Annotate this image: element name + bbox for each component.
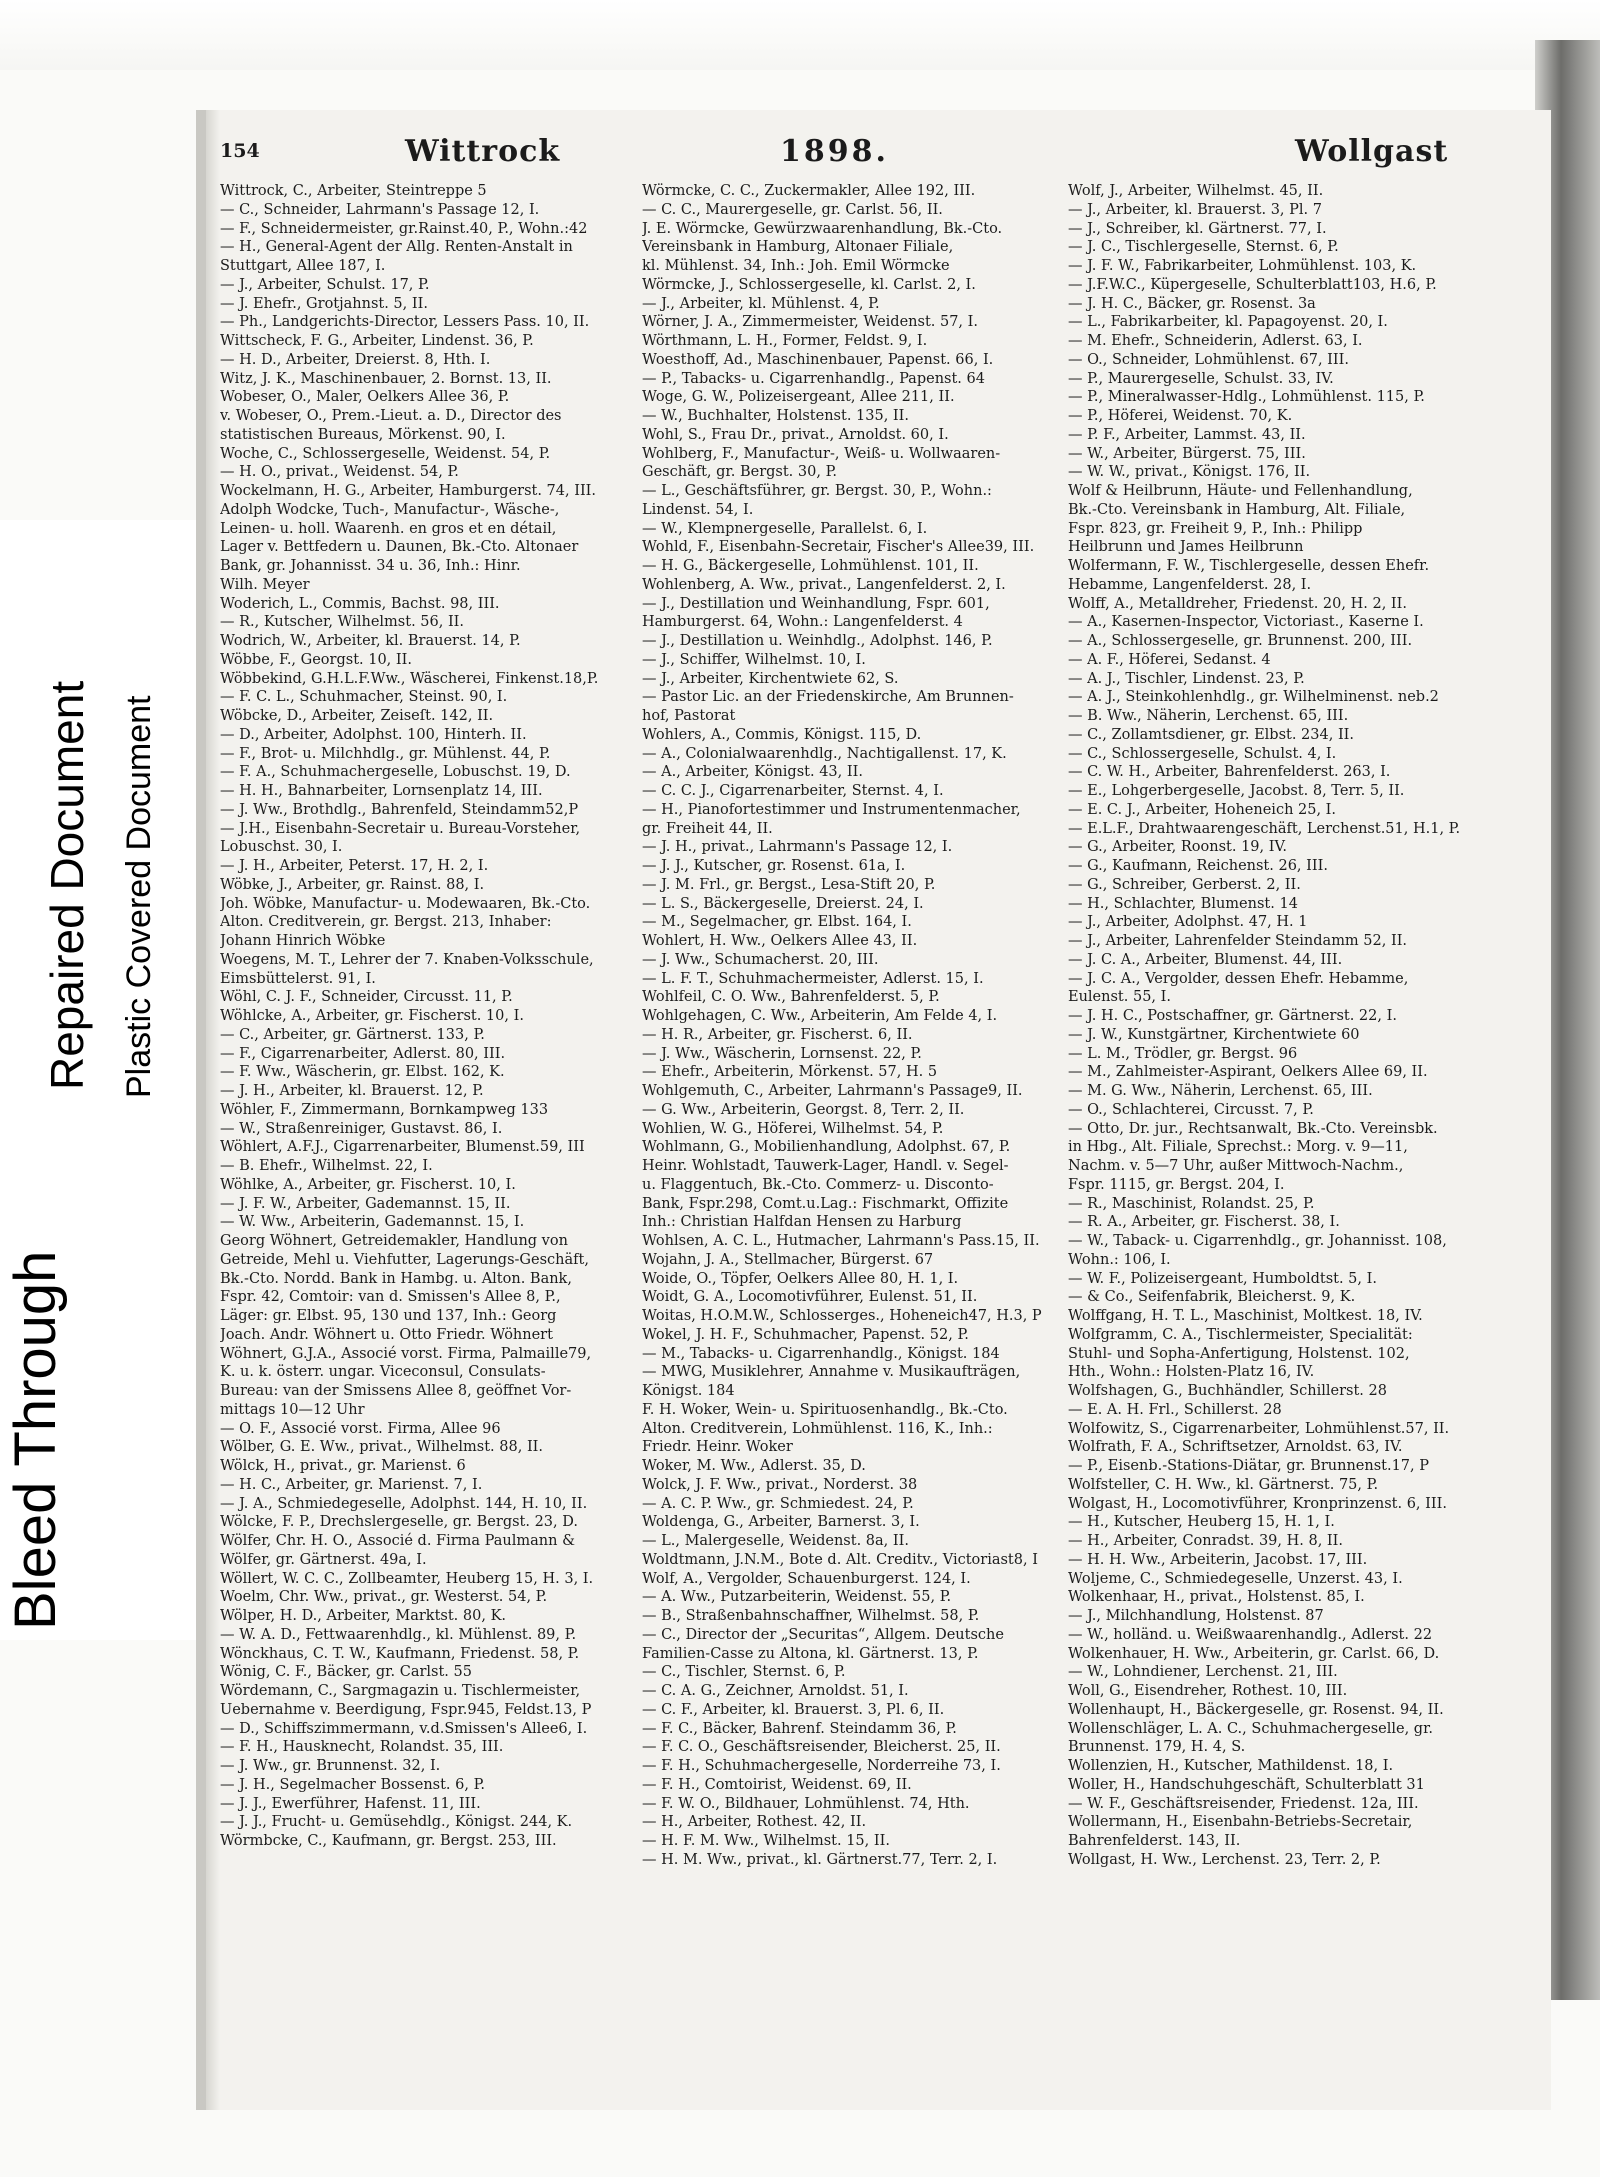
directory-entry: Wöllert, W. C. C., Zollbeamter, Heuberg 15, H. 3, I. [220, 1570, 594, 1587]
directory-entry: — J. F. W., Fabrikarbeiter, Lohmühlenst. 103, K. [1068, 258, 1417, 274]
directory-entry: — B., Straßenbahnschaffner, Wilhelmst. 58, P. [642, 1608, 980, 1624]
directory-entry: Wölcke, F. P., Drechslergeselle, gr. Bergst. 23, D. [220, 1514, 578, 1531]
directory-entry: Hamburgerst. 64, Wohn.: Langenfelderst. 4 [642, 614, 963, 631]
directory-entry: — J., Arbeiter, Schulst. 17, P. [220, 276, 430, 293]
directory-entry: — C. W. H., Arbeiter, Bahrenfelderst. 263, I. [1068, 764, 1391, 781]
directory-entry: — H., Pianofortestimmer und Instrumentenmacher, [642, 801, 1021, 818]
directory-entry: — J., Schreiber, kl. Gärtnerst. 77, I. [1068, 220, 1327, 237]
directory-entry: — J., Arbeiter, Lahrenfelder Steindamm 52, II. [1068, 933, 1408, 949]
directory-entry: — F. W. O., Bildhauer, Lohmühlenst. 74, Hth. [642, 1795, 970, 1812]
directory-entry: Getreide, Mehl u. Viehfutter, Lagerungs-Geschäft, [220, 1251, 589, 1268]
directory-entry: — C., Zollamtsdiener, gr. Elbst. 234, II. [1068, 726, 1355, 743]
directory-entry: Friedr. Heinr. Woker [642, 1439, 793, 1456]
directory-entry: — C., Schneider, Lahrmann's Passage 12, I. [220, 201, 540, 218]
directory-entry: — W. W., privat., Königst. 176, II. [1068, 464, 1311, 481]
directory-entry: — J.H., Eisenbahn-Secretair u. Bureau-Vorsteher, [220, 820, 581, 837]
directory-entry: Woljeme, C., Schmiedegeselle, Unzerst. 43, I. [1068, 1570, 1403, 1587]
directory-entry: Bank, gr. Johannisst. 34 u. 36, Inh.: Hinr. [220, 558, 521, 574]
directory-entry: — F. Ww., Wäscherin, gr. Elbst. 162, K. [220, 1064, 505, 1081]
directory-entry: Wöhl, C. J. F., Schneider, Circusst. 11, P. [220, 989, 513, 1006]
directory-entry: — M., Zahlmeister-Aspirant, Oelkers Allee 69, II. [1068, 1064, 1428, 1081]
directory-entry: Wohlenberg, A. Ww., privat., Langenfelderst. 2, I. [642, 576, 1006, 593]
directory-entry: Wolf, A., Vergolder, Schauenburgerst. 124, I. [642, 1570, 971, 1587]
directory-entry: — E. C. J., Arbeiter, Hoheneich 25, I. [1068, 801, 1337, 818]
directory-entry: Wohlfeil, C. O. Ww., Bahrenfelderst. 5, P. [642, 989, 940, 1006]
directory-entry: — W. F., Polizeisergeant, Humboldtst. 5, I. [1068, 1270, 1377, 1287]
directory-entry: Woegens, M. T., Lehrer der 7. Knaben-Volksschule, [220, 951, 594, 968]
directory-entry: — L., Malergeselle, Weidenst. 8a, II. [642, 1533, 909, 1549]
directory-entry: Wölber, G. E. Ww., privat., Wilhelmst. 88, II. [220, 1439, 544, 1456]
directory-entry: — J. H., privat., Lahrmann's Passage 12, I. [642, 839, 953, 856]
scan-top-margin [0, 0, 1600, 70]
directory-entry: J. E. Wörmcke, Gewürzwaarenhandlung, Bk.-Cto. [642, 220, 1003, 237]
directory-entry: — J., Destillation und Weinhandlung, Fspr. 601, [642, 595, 990, 612]
directory-entry: Wohlmann, G., Mobilienhandlung, Adolphst. 67, P. [642, 1139, 1011, 1156]
directory-entry: — F. H., Schuhmachergeselle, Norderreihe 73, I. [642, 1758, 1001, 1774]
directory-entry: — J.F.W.C., Küpergeselle, Schulterblatt103, H.6, P. [1068, 276, 1437, 293]
directory-entry: Woldenga, G., Arbeiter, Barnerst. 3, I. [642, 1514, 920, 1531]
directory-entry: Wöhlert, A.F.J., Cigarrenarbeiter, Blumenst.59, III [220, 1139, 585, 1156]
directory-entry: — W., holländ. u. Weißwaarenhandlg., Adlerst. 22 [1068, 1626, 1433, 1643]
directory-entry: — H. D., Arbeiter, Dreierst. 8, Hth. I. [220, 351, 491, 368]
column-3 [1068, 182, 1543, 2082]
directory-entry: — F. H., Comtoirist, Weidenst. 69, II. [642, 1776, 912, 1793]
directory-entry: kl. Mühlenst. 34, Inh.: Joh. Emil Wörmcke [642, 258, 950, 274]
directory-entry: Hth., Wohn.: Holsten-Platz 16, IV. [1068, 1364, 1315, 1381]
directory-entry: — B. Ehefr., Wilhelmst. 22, I. [220, 1158, 433, 1174]
directory-entry: Woitas, H.O.M.W., Schlosserges., Hoheneich47, H.3, P [642, 1308, 1042, 1324]
bleed-through-label: Bleed Through [3, 1250, 68, 1630]
directory-entry: Georg Wöhnert, Getreidemakler, Handlung von [220, 1233, 568, 1249]
directory-entry: Bank, Fspr.298, Comt.u.Lag.: Fischmarkt, Offizite [642, 1195, 1009, 1212]
directory-entry: Wöbbe, F., Georgst. 10, II. [220, 651, 412, 668]
directory-entry: — W. Ww., Arbeiterin, Gademannst. 15, I. [220, 1214, 525, 1231]
directory-entry: Wodrich, W., Arbeiter, kl. Brauerst. 14, P. [220, 633, 521, 649]
directory-entry: Wolck, J. F. Ww., privat., Norderst. 38 [642, 1476, 918, 1493]
directory-entry: Lindenst. 54, I. [642, 501, 754, 518]
directory-entry: — J. Ww., Wäscherin, Lornsenst. 22, P. [642, 1045, 922, 1062]
directory-entry: — C. A. G., Zeichner, Arnoldst. 51, I. [642, 1683, 909, 1699]
directory-entry: Wollenschläger, L. A. C., Schuhmachergeselle, gr. [1068, 1720, 1434, 1737]
directory-entry: Wörner, J. A., Zimmermeister, Weidenst. 57, I. [642, 314, 978, 331]
directory-entry: Stuttgart, Allee 187, I. [220, 258, 386, 274]
directory-entry: — J. C. A., Arbeiter, Blumenst. 44, III. [1068, 951, 1343, 968]
directory-entry: Wölper, H. D., Arbeiter, Marktst. 80, K. [220, 1608, 507, 1624]
directory-entry: — J., Destillation u. Weinhdlg., Adolphst. 146, P. [642, 633, 993, 649]
directory-entry: — J. A., Schmiedegeselle, Adolphst. 144, H. 10, II. [220, 1495, 588, 1512]
directory-entry: — J. H., Segelmacher Bossenst. 6, P. [220, 1776, 486, 1793]
directory-entry: Woll, G., Eisendreher, Rothest. 10, III. [1068, 1683, 1348, 1699]
directory-entry: — G., Kaufmann, Reichenst. 26, III. [1068, 858, 1328, 874]
directory-entry: — C. F., Arbeiter, kl. Brauerst. 3, Pl. 6, II. [642, 1701, 945, 1718]
directory-entry: — J. M. Frl., gr. Bergst., Lesa-Stift 20, P. [642, 876, 936, 893]
directory-entry: — J. J., Frucht- u. Gemüsehdlg., Königst. 244, K. [220, 1814, 573, 1831]
directory-entry: Wönig, C. F., Bäcker, gr. Carlst. 55 [220, 1664, 472, 1681]
directory-entry: — R., Maschinist, Rolandst. 25, P. [1068, 1195, 1315, 1212]
directory-entry: Wolgast, H., Locomotivführer, Kronprinzenst. 6, III. [1068, 1495, 1447, 1512]
directory-entry: Woide, O., Töpfer, Oelkers Allee 80, H. 1, I. [642, 1270, 959, 1287]
directory-entry: — J. Ww., gr. Brunnenst. 32, I. [220, 1758, 441, 1774]
directory-entry: — H. C., Arbeiter, gr. Marienst. 7, I. [220, 1476, 483, 1493]
directory-entry: Woidt, G. A., Locomotivführer, Eulenst. 51, II. [642, 1289, 978, 1306]
directory-entry: — F. A., Schuhmachergeselle, Lobuschst. 19, D. [220, 764, 571, 781]
directory-entry: — F. C. L., Schuhmacher, Steinst. 90, I. [220, 689, 508, 706]
directory-entry: Wokel, J. H. F., Schuhmacher, Papenst. 52, P. [642, 1326, 969, 1343]
directory-entry: Wolfowitz, S., Cigarrenarbeiter, Lohmühlenst.57, II. [1068, 1420, 1450, 1437]
directory-entry: — J. C. A., Vergolder, dessen Ehefr. Hebamme, [1068, 970, 1409, 987]
directory-entry: F. H. Woker, Wein- u. Spirituosenhandlg., Bk.-Cto. [642, 1401, 1008, 1418]
directory-entry: — J., Arbeiter, Kirchentwiete 62, S. [642, 670, 899, 687]
directory-entry: Wörmbcke, C., Kaufmann, gr. Bergst. 253, III. [220, 1833, 557, 1849]
directory-entry: Stuhl- und Sopha-Anfertigung, Holstenst. 102, [1068, 1345, 1410, 1362]
header-year: 1898. [780, 134, 889, 169]
directory-entry: Wöhlcke, A., Arbeiter, gr. Fischerst. 10, I. [220, 1008, 524, 1024]
directory-entry: Bk.-Cto. Nordd. Bank in Hambg. u. Alton. Bank, [220, 1270, 572, 1287]
directory-entry: Wohlers, A., Commis, Königst. 115, D. [642, 726, 922, 743]
directory-entry: — O., Schneider, Lohmühlenst. 67, III. [1068, 351, 1349, 368]
directory-entry: Woelm, Chr. Ww., privat., gr. Westerst. 54, P. [220, 1589, 548, 1606]
directory-entry: — P., Höferei, Weidenst. 70, K. [1068, 408, 1293, 424]
directory-entry: — Otto, Dr. jur., Rechtsanwalt, Bk.-Cto. Vereinsbk. [1068, 1120, 1438, 1137]
directory-entry: — Pastor Lic. an der Friedenskirche, Am Brunnen- [642, 689, 1014, 706]
directory-entry: Eulenst. 55, I. [1068, 989, 1171, 1006]
column-2 [642, 182, 1052, 2082]
page-header [220, 134, 1551, 174]
directory-entry: Heilbrunn und James Heilbrunn [1068, 539, 1304, 556]
directory-entry: — O., Schlachterei, Circusst. 7, P. [1068, 1101, 1314, 1118]
directory-entry: Bk.-Cto. Vereinsbank in Hamburg, Alt. Filiale, [1068, 501, 1406, 518]
directory-entry: — R., Kutscher, Wilhelmst. 56, II. [220, 614, 465, 631]
directory-entry: — H. H., Bahnarbeiter, Lornsenplatz 14, III. [220, 783, 543, 799]
directory-entry: — W., Buchhalter, Holstenst. 135, II. [642, 408, 909, 424]
directory-entry: — F. H., Hausknecht, Rolandst. 35, III. [220, 1739, 504, 1756]
directory-entry: Läger: gr. Elbst. 95, 130 und 137, Inh.: Georg [220, 1308, 557, 1324]
directory-entry: — M. Ehefr., Schneiderin, Adlerst. 63, I. [1068, 333, 1363, 349]
directory-entry: Wölfer, Chr. H. O., Associé d. Firma Paulmann & [220, 1533, 575, 1549]
directory-entry: — C., Tischler, Sternst. 6, P. [642, 1664, 846, 1681]
directory-entry: — P., Maurergeselle, Schulst. 33, IV. [1068, 370, 1334, 387]
directory-entry: — G., Arbeiter, Roonst. 19, IV. [1068, 839, 1288, 856]
directory-entry: — A. Ww., Putzarbeiterin, Weidenst. 55, P. [642, 1589, 952, 1606]
directory-entry: K. u. k. österr. ungar. Viceconsul, Consulats- [220, 1364, 546, 1381]
directory-entry: Inh.: Christian Halfdan Hensen zu Harburg [642, 1214, 962, 1231]
directory-entry: — J. J., Ewerführer, Hafenst. 11, III. [220, 1795, 481, 1812]
directory-entry: u. Flaggentuch, Bk.-Cto. Commerz- u. Disconto- [642, 1176, 994, 1193]
directory-entry: Wollgast, H. Ww., Lerchenst. 23, Terr. 2, P. [1068, 1851, 1381, 1868]
directory-entry: Woker, M. Ww., Adlerst. 35, D. [642, 1458, 866, 1474]
directory-entry: Woller, H., Handschuhgeschäft, Schulterblatt 31 [1068, 1776, 1425, 1793]
directory-entry: — H. H. Ww., Arbeiterin, Jacobst. 17, III. [1068, 1551, 1368, 1568]
directory-entry: — L., Geschäftsführer, gr. Bergst. 30, P., Wohn.: [642, 483, 992, 499]
directory-entry: — H., General-Agent der Allg. Renten-Anstalt in [220, 239, 573, 256]
directory-entry: — C., Arbeiter, gr. Gärtnerst. 133, P. [220, 1026, 485, 1043]
directory-entry: — MWG, Musiklehrer, Annahme v. Musikaufträgen, [642, 1364, 1021, 1381]
directory-entry: Eimsbüttelerst. 91, I. [220, 970, 376, 987]
directory-entry: Woldtmann, J.N.M., Bote d. Alt. Creditv., Victoriast8, I [642, 1551, 1038, 1568]
directory-entry: — P. F., Arbeiter, Lammst. 43, II. [1068, 426, 1306, 443]
directory-entry: — C. C. J., Cigarrenarbeiter, Sternst. 4, I. [642, 783, 944, 799]
directory-entry: Lobuschst. 30, I. [220, 839, 343, 856]
directory-entry: — E., Lohgerbergeselle, Jacobst. 8, Terr. 5, II. [1068, 783, 1405, 799]
directory-entry: Wohld, F., Eisenbahn-Secretair, Fischer's Allee39, III. [642, 539, 1035, 556]
directory-entry: — A. F., Höferei, Sedanst. 4 [1068, 651, 1271, 668]
directory-entry: — P., Tabacks- u. Cigarrenhandlg., Papenst. 64 [642, 370, 985, 387]
header-keyword-right: Wollgast [1295, 134, 1449, 169]
directory-entry: — E. A. H. Frl., Schillerst. 28 [1068, 1401, 1282, 1418]
directory-entry: — H. M. Ww., privat., kl. Gärtnerst.77, Terr. 2, I. [642, 1851, 998, 1868]
directory-entry: — H. F. M. Ww., Wilhelmst. 15, II. [642, 1833, 890, 1849]
directory-entry: — G. Ww., Arbeiterin, Georgst. 8, Terr. 2, II. [642, 1101, 965, 1118]
directory-entry: Wilh. Meyer [220, 576, 310, 593]
directory-entry: — J., Arbeiter, Adolphst. 47, H. 1 [1068, 914, 1308, 931]
directory-entry: — C., Director der „Securitas“, Allgem. Deutsche [642, 1626, 1004, 1643]
directory-entry: — J. H. C., Postschaffner, gr. Gärtnerst. 22, I. [1068, 1008, 1397, 1024]
directory-entry: — J., Milchhandlung, Holstenst. 87 [1068, 1608, 1324, 1624]
directory-entry: — J. H., Arbeiter, Peterst. 17, H. 2, I. [220, 858, 489, 874]
directory-entry: Brunnenst. 179, H. 4, S. [1068, 1739, 1246, 1756]
directory-entry: Uebernahme v. Beerdigung, Fspr.945, Feldst.13, P [220, 1701, 592, 1718]
directory-entry: — A., Schlossergeselle, gr. Brunnenst. 200, III. [1068, 633, 1413, 649]
directory-entry: Hebamme, Langenfelderst. 28, I. [1068, 576, 1312, 593]
directory-entry: Wolfshagen, G., Buchhändler, Schillerst. 28 [1068, 1383, 1387, 1399]
directory-entry: Wöhler, F., Zimmermann, Bornkampweg 133 [220, 1101, 549, 1118]
directory-entry: — P., Mineralwasser-Hdlg., Lohmühlenst. 115, P. [1068, 389, 1425, 406]
directory-entry: — H., Arbeiter, Conradst. 39, H. 8, II. [1068, 1533, 1343, 1549]
directory-entry: — F., Schneidermeister, gr.Rainst.40, P., Wohn.:42 [220, 220, 588, 237]
directory-entry: — H., Arbeiter, Rothest. 42, II. [642, 1814, 867, 1831]
directory-entry: — J. H. C., Bäcker, gr. Rosenst. 3a [1068, 295, 1316, 312]
column-1 [220, 182, 626, 2082]
directory-entry: — W., Klempnergeselle, Parallelst. 6, I. [642, 520, 928, 537]
directory-entry: — A., Arbeiter, Königst. 43, II. [642, 764, 863, 781]
directory-entry: — A. J., Tischler, Lindenst. 23, P. [1068, 670, 1305, 687]
header-keyword-left: Wittrock [405, 134, 561, 169]
directory-entry: — D., Schiffszimmermann, v.d.Smissen's Allee6, I. [220, 1720, 588, 1737]
directory-entry: Wollenzien, H., Kutscher, Mathildenst. 18, I. [1068, 1758, 1394, 1774]
directory-entry: Geschäft, gr. Bergst. 30, P. [642, 464, 837, 481]
directory-entry: Wolfgramm, C. A., Tischlermeister, Specialität: [1068, 1326, 1413, 1343]
directory-entry: Fspr. 823, gr. Freiheit 9, P., Inh.: Philipp [1068, 520, 1363, 537]
directory-entry: — H. R., Arbeiter, gr. Fischerst. 6, II. [642, 1026, 913, 1043]
directory-entry: Wohn.: 106, I. [1068, 1251, 1171, 1268]
directory-entry: — Ehefr., Arbeiterin, Mörkenst. 57, H. 5 [642, 1064, 938, 1081]
directory-entry: — E.L.F., Drahtwaarengeschäft, Lerchenst.51, H.1, P. [1068, 820, 1461, 837]
directory-entry: Wittscheck, F. G., Arbeiter, Lindenst. 36, P. [220, 333, 534, 349]
directory-entry: Wollenhaupt, H., Bäckergeselle, gr. Rosenst. 94, II. [1068, 1701, 1444, 1718]
directory-entry: Joh. Wöbke, Manufactur- u. Modewaaren, Bk.-Cto. [220, 895, 591, 912]
directory-entry: Nachm. v. 5—7 Uhr, außer Mittwoch-Nachm., [1068, 1158, 1404, 1174]
directory-entry: — F. C., Bäcker, Bahrenf. Steindamm 36, P. [642, 1720, 957, 1737]
directory-entry: — J. Ehefr., Grotjahnst. 5, II. [220, 295, 428, 312]
directory-entry: Heinr. Wohlstadt, Tauwerk-Lager, Handl. v. Segel- [642, 1158, 1009, 1174]
directory-entry: Familien-Casse zu Altona, kl. Gärtnerst. 13, P. [642, 1645, 979, 1662]
directory-entry: — C., Schlossergeselle, Schulst. 4, I. [1068, 745, 1337, 762]
directory-entry: — W. F., Geschäftsreisender, Friedenst. 12a, III. [1068, 1795, 1419, 1812]
directory-entry: Wölck, H., privat., gr. Marienst. 6 [220, 1458, 466, 1474]
directory-entry: — L. M., Trödler, gr. Bergst. 96 [1068, 1045, 1298, 1062]
page-number: 154 [220, 140, 260, 162]
directory-entry: — W., Straßenreiniger, Gustavst. 86, I. [220, 1120, 503, 1137]
directory-entry: Wolfrath, F. A., Schriftsetzer, Arnoldst. 63, IV. [1068, 1439, 1403, 1456]
directory-entry: Wohlien, W. G., Höferei, Wilhelmst. 54, P. [642, 1120, 944, 1137]
directory-entry: gr. Freiheit 44, II. [642, 820, 773, 837]
directory-entry: Wörmcke, C. C., Zuckermakler, Allee 192, III. [642, 183, 976, 199]
directory-entry: Wohlsen, A. C. L., Hutmacher, Lahrmann's Pass.15, II. [642, 1233, 1040, 1249]
directory-entry: — R. A., Arbeiter, gr. Fischerst. 38, I. [1068, 1214, 1340, 1231]
directory-entry: — J. F. W., Arbeiter, Gademannst. 15, II. [220, 1195, 511, 1212]
directory-entry: Wörmcke, J., Schlossergeselle, kl. Carlst. 2, I. [642, 276, 976, 293]
directory-entry: Wöhlke, A., Arbeiter, gr. Fischerst. 10, I. [220, 1176, 516, 1193]
directory-entry: Joach. Andr. Wöhnert u. Otto Friedr. Wöhnert [220, 1326, 553, 1343]
directory-entry: Wolff, A., Metalldreher, Friedenst. 20, H. 2, II. [1068, 595, 1407, 612]
directory-entry: Wobeser, O., Maler, Oelkers Allee 36, P. [220, 389, 510, 406]
directory-entry: statistischen Bureaus, Mörkenst. 90, I. [220, 426, 506, 443]
directory-entry: — O. F., Associé vorst. Firma, Allee 96 [220, 1420, 501, 1437]
directory-entry: Wolkenhaar, H., privat., Holstenst. 85, I. [1068, 1589, 1365, 1606]
directory-entry: Wönckhaus, C. T. W., Kaufmann, Friedenst. 58, P. [220, 1645, 580, 1662]
directory-entry: Bahrenfelderst. 143, II. [1068, 1833, 1241, 1849]
directory-entry: — L., Fabrikarbeiter, kl. Papagoyenst. 20, I. [1068, 314, 1388, 331]
directory-entry: — M., Tabacks- u. Cigarrenhandlg., Königst. 184 [642, 1345, 1000, 1362]
directory-entry: — J. Ww., Schumacherst. 20, III. [642, 951, 879, 968]
directory-entry: Woche, C., Schlossergeselle, Weidenst. 54, P. [220, 445, 551, 462]
directory-entry: Lager v. Bettfedern u. Daunen, Bk.-Cto. Altonaer [220, 539, 579, 556]
directory-entry: Wolfermann, F. W., Tischlergeselle, dessen Ehefr. [1068, 558, 1430, 574]
directory-entry: — J. C., Tischlergeselle, Sternst. 6, P. [1068, 239, 1339, 256]
directory-entry: — A. C. P. Ww., gr. Schmiedest. 24, P. [642, 1495, 914, 1512]
directory-entry: Wördemann, C., Sargmagazin u. Tischlermeister, [220, 1683, 581, 1699]
directory-entry: Wöbbekind, G.H.L.F.Ww., Wäscherei, Finkenst.18,P. [220, 670, 599, 687]
plastic-covered-document-label: Plastic Covered Document [120, 695, 158, 1098]
directory-entry: — D., Arbeiter, Adolphst. 100, Hinterh. II. [220, 726, 527, 743]
directory-entry: Fspr. 42, Comtoir: van d. Smissen's Allee 8, P., [220, 1289, 561, 1306]
directory-entry: Wittrock, C., Arbeiter, Steintreppe 5 [220, 183, 487, 199]
directory-entry: Bureau: van der Smissens Allee 8, geöffnet Vor- [220, 1383, 572, 1399]
directory-entry: Wohlgemuth, C., Arbeiter, Lahrmann's Passage9, II. [642, 1083, 1023, 1099]
directory-entry: — L. S., Bäckergeselle, Dreierst. 24, I. [642, 895, 924, 912]
directory-entry: Wollermann, H., Eisenbahn-Betriebs-Secretair, [1068, 1814, 1413, 1831]
directory-entry: Johann Hinrich Wöbke [220, 933, 386, 949]
directory-entry: — Ph., Landgerichts-Director, Lessers Pass. 10, II. [220, 314, 590, 331]
directory-entry: — J., Arbeiter, kl. Mühlenst. 4, P. [642, 295, 880, 312]
directory-entry: — W., Lohndiener, Lerchenst. 21, III. [1068, 1664, 1338, 1681]
directory-entry: Wohlert, H. Ww., Oelkers Allee 43, II. [642, 933, 918, 949]
directory-entry: Leinen- u. holl. Waarenh. en gros et en détail, [220, 520, 557, 537]
repaired-document-label: Repaired Document [41, 680, 93, 1090]
page-gutter [206, 110, 220, 2110]
directory-entry: Wöbcke, D., Arbeiter, Zeiseſt. 142, II. [220, 708, 494, 724]
directory-entry: — G., Schreiber, Gerberst. 2, II. [1068, 876, 1301, 893]
directory-entry: Woesthoff, Ad., Maschinenbauer, Papenst. 66, I. [642, 351, 994, 368]
directory-entry: — L. F. T., Schuhmachermeister, Adlerst. 15, I. [642, 970, 984, 987]
directory-entry: — H. G., Bäckergeselle, Lohmühlenst. 101, II. [642, 558, 979, 574]
directory-entry: — H. O., privat., Weidenst. 54, P. [220, 464, 459, 481]
directory-entry: in Hbg., Alt. Filiale, Sprechst.: Morg. v. 9—11, [1068, 1139, 1408, 1156]
directory-entry: Fspr. 1115, gr. Bergst. 204, I. [1068, 1176, 1285, 1193]
directory-entry: — J. H., Arbeiter, kl. Brauerst. 12, P. [220, 1083, 484, 1099]
directory-entry: — W. A. D., Fettwaarenhdlg., kl. Mühlenst. 89, P. [220, 1626, 577, 1643]
directory-entry: Wöhnert, G.J.A., Associé vorst. Firma, Palmaille79, [220, 1345, 592, 1362]
directory-entry: — W., Arbeiter, Bürgerst. 75, III. [1068, 445, 1306, 462]
directory-entry: — P., Eisenb.-Stations-Diätar, gr. Brunnenst.17, P [1068, 1458, 1430, 1474]
directory-entry: Wolf, J., Arbeiter, Wilhelmst. 45, II. [1068, 183, 1324, 199]
directory-entry: — H., Schlachter, Blumenst. 14 [1068, 895, 1298, 912]
directory-entry: — A., Kasernen-Inspector, Victoriast., Kaserne I. [1068, 614, 1424, 631]
directory-entry: Wohl, S., Frau Dr., privat., Arnoldst. 60, I. [642, 426, 949, 443]
directory-entry: — & Co., Seifenfabrik, Bleicherst. 9, K. [1068, 1289, 1356, 1306]
directory-entry: Königst. 184 [642, 1383, 735, 1399]
directory-entry: — M. G. Ww., Näherin, Lerchenst. 65, III. [1068, 1083, 1373, 1099]
directory-entry: Vereinsbank in Hamburg, Altonaer Filiale, [642, 239, 954, 256]
directory-entry: — M., Segelmacher, gr. Elbst. 164, I. [642, 914, 912, 931]
directory-entry: Wolfsteller, C. H. Ww., kl. Gärtnerst. 75, P. [1068, 1476, 1379, 1493]
directory-entry: — J. W., Kunstgärtner, Kirchentwiete 60 [1068, 1026, 1360, 1043]
directory-entry: — J., Schiffer, Wilhelmst. 10, I. [642, 651, 866, 668]
directory-entry: — F. C. O., Geschäftsreisender, Bleicherst. 25, II. [642, 1739, 1001, 1756]
directory-entry: — J. J., Kutscher, gr. Rosenst. 61a, I. [642, 858, 906, 874]
directory-entry: Wörthmann, L. H., Former, Feldst. 9, I. [642, 333, 928, 349]
label-strip [0, 520, 196, 1640]
directory-entry: — B. Ww., Näherin, Lerchenst. 65, III. [1068, 708, 1349, 724]
directory-entry: Wöbke, J., Arbeiter, gr. Rainst. 88, I. [220, 876, 485, 893]
directory-entry: Wölfer, gr. Gärtnerst. 49a, I. [220, 1551, 427, 1568]
directory-entry: Wolkenhauer, H. Ww., Arbeiterin, gr. Carlst. 66, D. [1068, 1645, 1440, 1662]
directory-entry: — J. Ww., Brothdlg., Bahrenfeld, Steindamm52,P [220, 801, 579, 818]
directory-entry: — F., Brot- u. Milchhdlg., gr. Mühlenst. 44, P. [220, 745, 551, 762]
directory-entry: Alton. Creditverein, Lohmühlenst. 116, K., Inh.: [642, 1420, 993, 1437]
directory-entry: hof, Pastorat [642, 708, 736, 724]
directory-entry: Wohlgehagen, C. Ww., Arbeiterin, Am Felde 4, I. [642, 1008, 998, 1024]
directory-entry: v. Wobeser, O., Prem.-Lieut. a. D., Director des [220, 408, 562, 424]
directory-entry: Wohlberg, F., Manufactur-, Weiß- u. Wollwaaren- [642, 445, 1001, 462]
directory-entry: Wolf & Heilbrunn, Häute- und Fellenhandlung, [1068, 483, 1413, 499]
directory-entry: Wolffgang, H. T. L., Maschinist, Moltkest. 18, IV. [1068, 1308, 1423, 1324]
directory-page [196, 110, 1551, 2110]
directory-entry: — J., Arbeiter, kl. Brauerst. 3, Pl. 7 [1068, 201, 1322, 218]
directory-entry: — A., Colonialwaarenhdlg., Nachtigallenst. 17, K. [642, 745, 1007, 762]
directory-entry: Wojahn, J. A., Stellmacher, Bürgerst. 67 [642, 1251, 934, 1268]
directory-entry: — H., Kutscher, Heuberg 15, H. 1, I. [1068, 1514, 1335, 1531]
directory-entry: — F., Cigarrenarbeiter, Adlerst. 80, III. [220, 1045, 506, 1062]
directory-entry: Alton. Creditverein, gr. Bergst. 213, Inhaber: [220, 914, 552, 931]
directory-entry: mittags 10—12 Uhr [220, 1401, 365, 1418]
directory-entry: — C. C., Maurergeselle, gr. Carlst. 56, II. [642, 201, 943, 218]
directory-entry: Woge, G. W., Polizeisergeant, Allee 211, II. [642, 389, 955, 406]
directory-entry: — W., Taback- u. Cigarrenhdlg., gr. Johannisst. 108, [1068, 1233, 1447, 1249]
directory-entry: — A. J., Steinkohlenhdlg., gr. Wilhelminenst. neb.2 [1068, 689, 1439, 706]
directory-entry: Woderich, L., Commis, Bachst. 98, III. [220, 595, 500, 612]
directory-entry: Witz, J. K., Maschinenbauer, 2. Bornst. 13, II. [220, 370, 552, 387]
directory-entry: Adolph Wodcke, Tuch-, Manufactur-, Wäsche-, [220, 501, 560, 518]
directory-entry: Wockelmann, H. G., Arbeiter, Hamburgerst. 74, III. [220, 483, 597, 499]
